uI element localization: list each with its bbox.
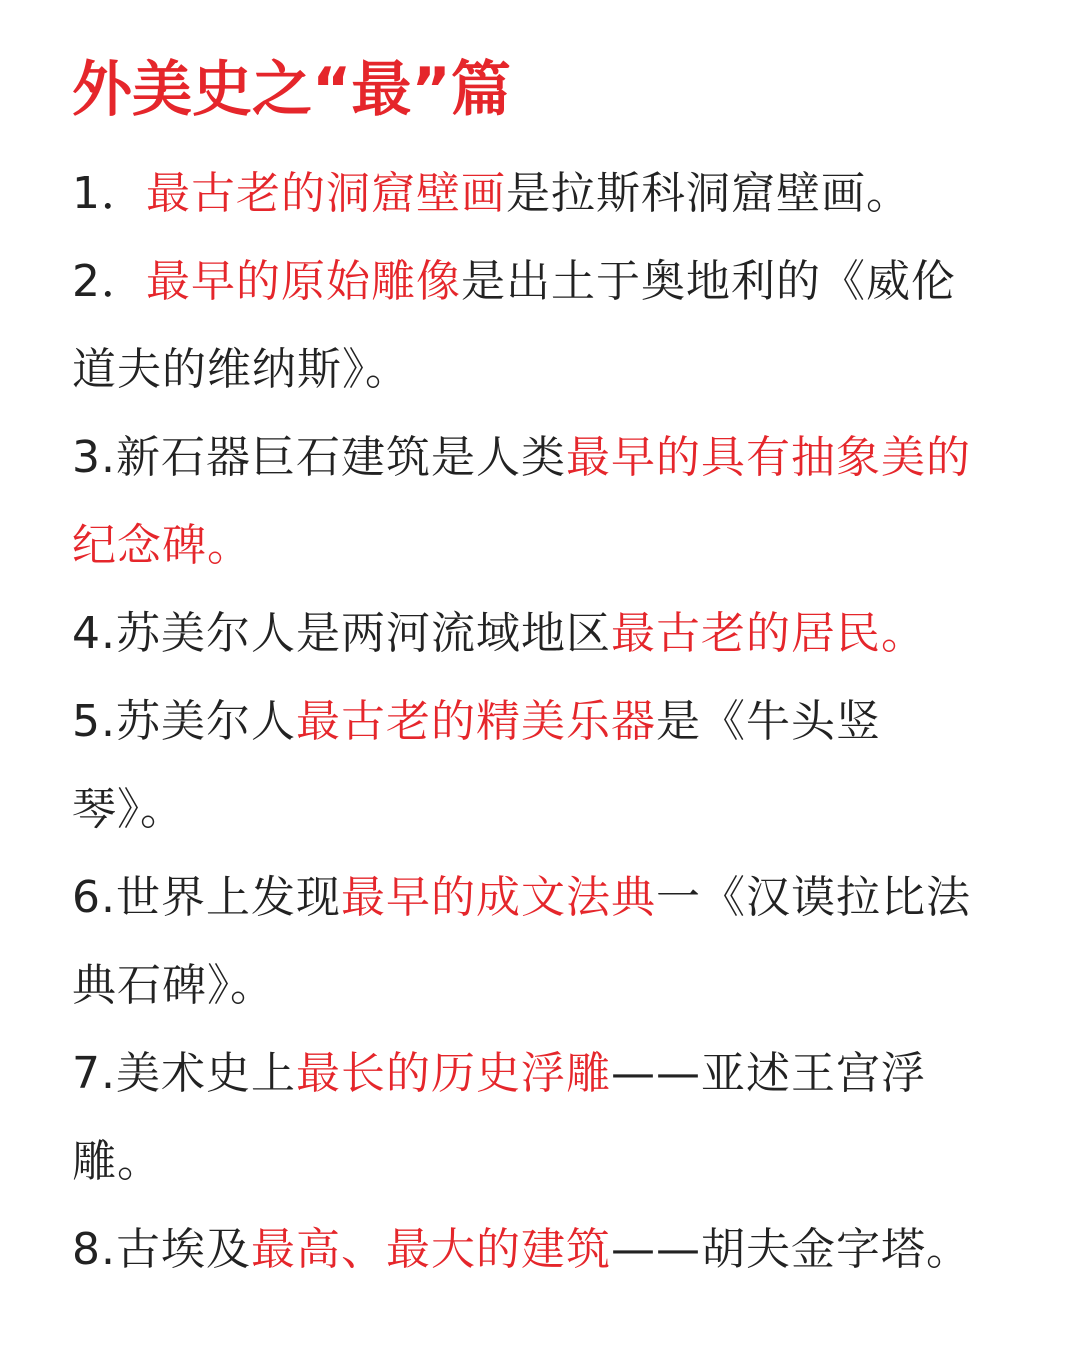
body-text: ——亚述王宫浮雕。 — [72, 1048, 926, 1187]
list-item — [72, 854, 977, 1030]
list-item — [72, 590, 977, 678]
highlighted-text: 最长的历史浮雕 — [295, 1048, 611, 1099]
body-text: 是《牛头竖琴》。 — [72, 696, 881, 835]
list-item — [72, 150, 977, 238]
body-text: 5.苏美尔人 — [72, 696, 296, 747]
body-text: 一《汉谟拉比法典石碑》。 — [72, 872, 971, 1011]
body-text: 是拉斯科洞窟壁画。 — [506, 168, 911, 219]
body-text: ——胡夫金字塔。 — [610, 1224, 971, 1275]
page-title: 外美史之“最”篇 — [72, 55, 511, 125]
body-text: 3.新石器巨石建筑是人类 — [72, 432, 566, 483]
body-text: 7.美术史上 — [72, 1048, 296, 1099]
list-item — [72, 238, 977, 414]
highlighted-text: 最早的具有抽象美的纪念碑。 — [72, 432, 971, 571]
list-item — [72, 414, 977, 590]
body-text: 2． — [72, 256, 146, 307]
highlighted-text: 最古老的精美乐器 — [295, 696, 656, 747]
highlighted-text: 最古老的洞窟壁画 — [146, 168, 506, 219]
body-text: 4.苏美尔人是两河流域地区 — [72, 608, 611, 659]
list-item — [72, 1206, 977, 1294]
list-item — [72, 1030, 977, 1206]
body-text: 是出土于奥地利的《威伦道夫的维纳斯》。 — [72, 256, 956, 395]
body-text: 6.世界上发现 — [72, 872, 341, 923]
fact-list — [72, 150, 977, 1294]
body-text: 8.古埃及 — [72, 1224, 251, 1275]
highlighted-text: 最早的原始雕像 — [146, 256, 461, 307]
highlighted-text: 最早的成文法典 — [340, 872, 656, 923]
list-item — [72, 678, 977, 854]
body-text: 1． — [72, 168, 146, 219]
highlighted-text: 最高、最大的建筑 — [250, 1224, 611, 1275]
highlighted-text: 最古老的居民。 — [610, 608, 926, 659]
